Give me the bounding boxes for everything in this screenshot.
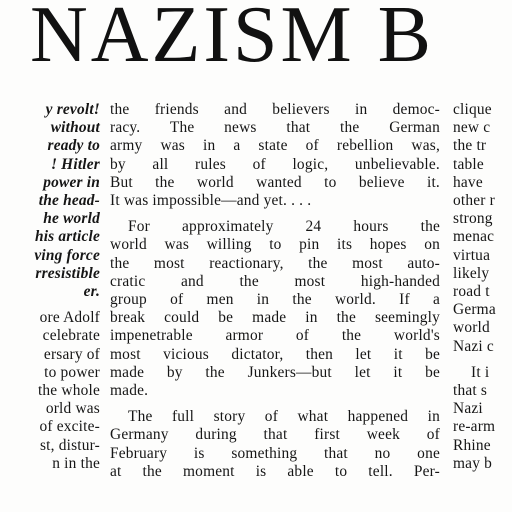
body-line: It was impossible—and yet. . . . <box>110 192 312 210</box>
body-line: group of men in the world. If a <box>110 291 440 309</box>
body-line: February is something that no one <box>110 444 440 462</box>
right-body-line: Nazi <box>453 400 483 418</box>
left-italic-line: rresistible <box>35 264 100 282</box>
right-body-line: other r <box>453 192 495 210</box>
right-column <box>453 101 512 473</box>
left-body-line: orld was <box>45 400 100 418</box>
left-italic-line: y revolt! <box>45 101 100 118</box>
left-italic-line: he world <box>43 210 100 228</box>
body-line: army was in a state of rebellion was, <box>110 137 440 155</box>
left-italic-line: er. <box>83 283 100 301</box>
left-column <box>0 101 100 473</box>
body-line: Germany during that first week of <box>110 426 440 444</box>
body-line: racy. The news that the German <box>110 119 440 137</box>
right-body-line: that s <box>453 382 488 400</box>
paragraph-gap <box>110 210 440 218</box>
right-body-line: world <box>453 319 490 337</box>
right-body-line: strong <box>453 210 493 228</box>
right-body-line: may b <box>453 454 493 472</box>
left-italic-line: the head- <box>38 192 100 210</box>
body-line: made. <box>110 382 149 400</box>
body-line: the most reactionary, the most auto- <box>110 254 440 272</box>
right-body-line: re-arm <box>453 418 496 436</box>
paragraph-gap <box>110 400 440 408</box>
right-body-line: virtua <box>453 246 491 264</box>
body-line: For approximately 24 hours the <box>128 218 440 236</box>
body-line: by all rules of logic, unbelievable. <box>110 155 440 173</box>
right-body-line: Nazi c <box>453 337 494 355</box>
right-body-line: It i <box>471 363 490 381</box>
middle-column <box>110 101 440 481</box>
body-line: break could be made in the seemingly <box>110 309 440 327</box>
right-body-line: Germa <box>453 301 496 319</box>
right-body-line: Rhine <box>453 436 491 454</box>
body-line: the friends and believers in democ- <box>110 101 440 118</box>
left-body-line: of excite- <box>39 418 100 436</box>
right-body-line: new c <box>453 119 491 137</box>
right-body-line: the tr <box>453 137 487 155</box>
left-italic-line: ! Hitler <box>50 155 100 173</box>
right-body-line: road t <box>453 283 490 301</box>
body-line: made by the Junkers—but let it be <box>110 363 440 381</box>
body-line: impenetrable armor of the world's <box>110 327 440 345</box>
left-body-line: the whole <box>37 382 100 400</box>
right-body-line: have <box>453 173 483 191</box>
left-body-line: n in the <box>52 454 100 472</box>
right-body-line: table <box>453 155 484 173</box>
left-body-line: to power <box>44 363 100 381</box>
left-italic-line: ready to <box>47 137 100 155</box>
left-body-line: ore Adolf <box>39 309 100 327</box>
left-italic-line: without <box>50 119 100 137</box>
paragraph-gap <box>0 301 100 309</box>
headline: NAZISM B <box>30 0 435 79</box>
paragraph-gap <box>453 356 512 364</box>
left-body-line: st, distur- <box>39 436 100 454</box>
body-line: The full story of what happened in <box>128 408 440 426</box>
body-line: world was willing to pin its hopes on <box>110 236 440 254</box>
right-body-line: menac <box>453 228 495 246</box>
body-line: cratic and the most high-handed <box>110 272 440 290</box>
body-line: But the world wanted to believe it. <box>110 173 440 191</box>
body-line: at the moment is able to tell. Per- <box>110 462 440 480</box>
left-body-line: ersary of <box>43 345 100 363</box>
right-body-line: likely <box>453 264 490 282</box>
left-italic-line: ving force <box>34 246 100 264</box>
left-italic-line: power in <box>43 173 100 191</box>
left-body-line: celebrate <box>42 327 100 345</box>
left-italic-line: his article <box>34 228 100 246</box>
body-line: most vicious dictator, then let it be <box>110 345 440 363</box>
right-body-line: clique <box>453 101 492 118</box>
